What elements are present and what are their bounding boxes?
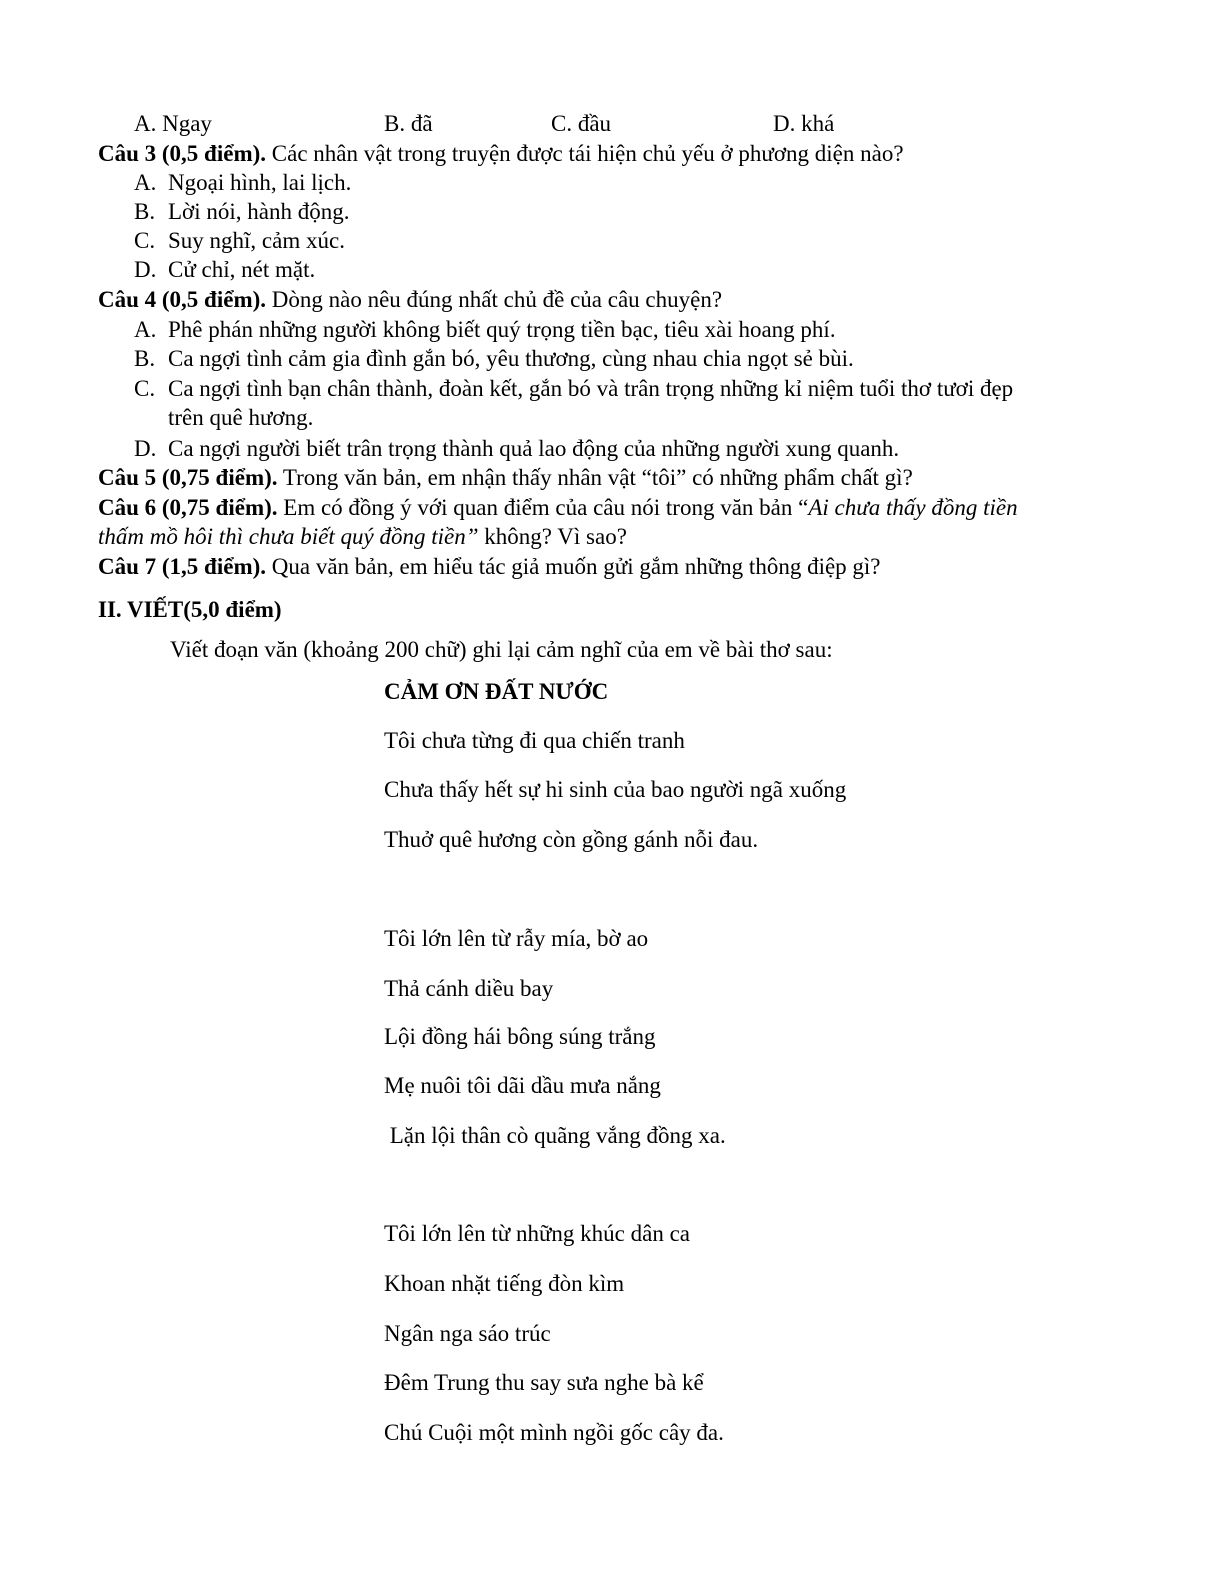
question-3 [98,140,904,168]
q4-option-b [134,345,854,373]
q4-option-a [134,316,836,344]
q4-option-c-continued: trên quê hương. [168,405,314,430]
option-text: Cử chỉ, nét mặt. [168,257,316,282]
q3-option-a [134,169,351,197]
q3-option-d [134,256,315,284]
option-letter: B. [134,346,156,371]
option-letter: D. [134,257,157,282]
question-3-label: Câu 3 (0,5 điểm). [98,141,267,166]
option-text: Ca ngợi tình bạn chân thành, đoàn kết, gắn bó và trân trọng những kỉ niệm tuổi thơ tươi đẹp [168,376,1014,401]
poem-line: Chú Cuội một mình ngồi gốc cây đa. [384,1420,724,1445]
poem-line: Thả cánh diều bay [384,976,554,1001]
question-6-quote: Ai chưa thấy đồng tiền [808,495,1018,520]
q3-option-c [134,227,345,255]
section-2-heading: II. VIẾT(5,0 điểm) [98,597,282,622]
question-3-text: Các nhân vật trong truyện được tái hiện chủ yếu ở phương diện nào? [266,141,904,166]
option-text: Ca ngợi người biết trân trọng thành quả lao động của những người xung quanh. [168,436,900,461]
option-letter: B. [134,199,156,224]
option-text: Phê phán những người không biết quý trọng tiền bạc, tiêu xài hoang phí. [168,317,836,342]
poem-line: Khoan nhặt tiếng đòn kìm [384,1271,625,1296]
option-text: Suy nghĩ, cảm xúc. [168,228,345,253]
question-4-text: Dòng nào nêu đúng nhất chủ đề của câu chuyện? [266,287,723,312]
question-4 [98,286,722,314]
question-6-tail: không? Vì sao? [478,524,627,549]
question-6-text: Em có đồng ý với quan điểm của câu nói trong văn bản “ [277,495,809,520]
question-4-label: Câu 4 (0,5 điểm). [98,287,267,312]
q4-option-d [134,435,899,463]
poem-line: Đêm Trung thu say sưa nghe bà kể [384,1370,704,1395]
poem-line: Thuở quê hương còn gồng gánh nỗi đau. [384,827,759,852]
poem-line: Lặn lội thân cò quãng vắng đồng xa. [384,1123,726,1148]
question-6-quote-end: thấm mồ hôi thì chưa biết quý đồng tiền” [98,524,479,549]
question-5-label: Câu 5 (0,75 điểm). [98,465,278,490]
poem-line: Tôi lớn lên từ rẫy mía, bờ ao [384,926,649,951]
option-letter: A. [134,317,157,342]
option-text: Lời nói, hành động. [168,199,350,224]
poem-line: Tôi chưa từng đi qua chiến tranh [384,728,685,753]
q2-option-b: B. đã [384,111,433,136]
question-5-text: Trong văn bản, em nhận thấy nhân vật “tôi” có những phẩm chất gì? [277,465,913,490]
poem-line: Lội đồng hái bông súng trắng [384,1024,656,1049]
question-7 [98,553,881,581]
poem-title: CẢM ƠN ĐẤT NƯỚC [384,679,609,704]
question-7-text: Qua văn bản, em hiểu tác giả muốn gửi gắm những thông điệp gì? [266,554,881,579]
question-6-continued [98,523,627,551]
poem-line: Tôi lớn lên từ những khúc dân ca [384,1221,690,1246]
question-7-label: Câu 7 (1,5 điểm). [98,554,267,579]
q2-option-d: D. khá [773,111,835,136]
section-2-prompt: Viết đoạn văn (khoảng 200 chữ) ghi lại cảm nghĩ của em về bài thơ sau: [170,637,833,662]
question-5 [98,464,913,492]
poem-line: Chưa thấy hết sự hi sinh của bao người ngã xuống [384,777,847,802]
q2-option-c: C. đầu [551,111,612,136]
poem-line: Ngân nga sáo trúc [384,1321,551,1346]
question-6 [98,494,1018,522]
option-letter: A. [134,170,157,195]
poem-line: Mẹ nuôi tôi dãi dầu mưa nắng [384,1073,661,1098]
q2-option-a: A. Ngay [134,111,212,136]
q4-option-c [134,375,1013,403]
option-text: Ngoại hình, lai lịch. [168,170,352,195]
q3-option-b [134,198,349,226]
question-6-label: Câu 6 (0,75 điểm). [98,495,278,520]
option-letter: C. [134,376,156,401]
option-text: Ca ngợi tình cảm gia đình gắn bó, yêu thương, cùng nhau chia ngọt sẻ bùi. [168,346,854,371]
option-letter: D. [134,436,157,461]
option-letter: C. [134,228,156,253]
